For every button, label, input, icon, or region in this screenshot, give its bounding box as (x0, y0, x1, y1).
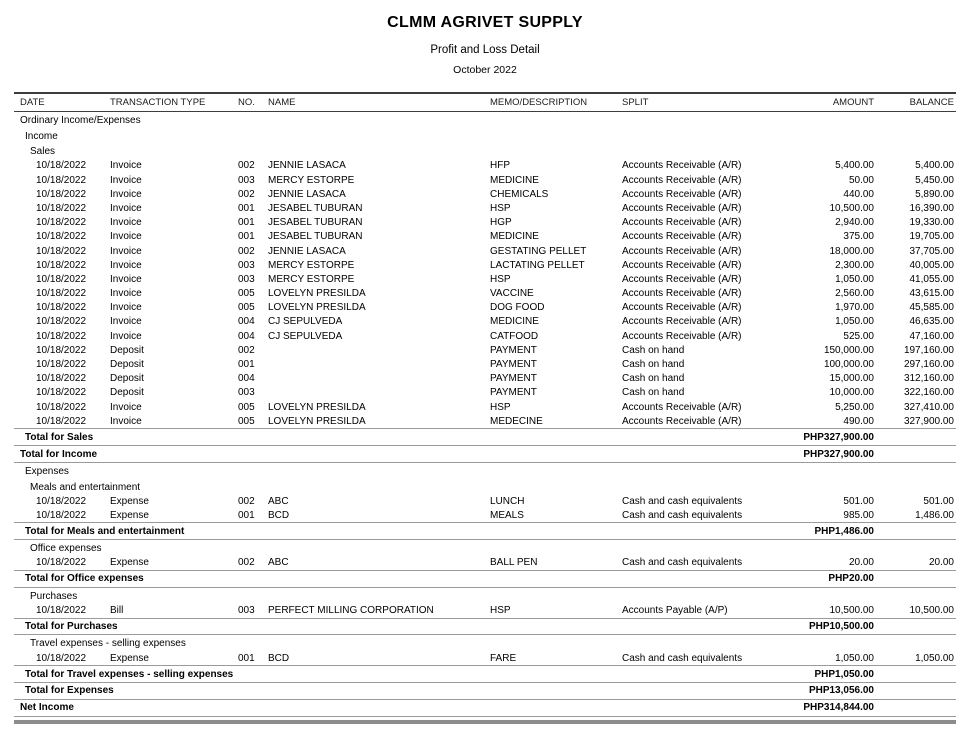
total-amount: PHP1,050.00 (788, 666, 876, 683)
cell-balance: 45,585.00 (909, 302, 954, 314)
cell-memo-description: BALL PEN (490, 557, 538, 569)
cell-transaction-type: Invoice (110, 160, 142, 172)
cell-no: 004 (238, 373, 255, 385)
cell-amount: 1,050.00 (835, 652, 874, 664)
cell-memo-description: PAYMENT (490, 359, 537, 370)
cell-amount: 150,000.00 (823, 344, 874, 356)
transaction-row (14, 603, 956, 618)
cell-date: 10/18/2022 (36, 160, 87, 172)
cell-balance-empty (876, 429, 956, 446)
cell-transaction-type: Deposit (110, 359, 144, 370)
section-label: Travel expenses - selling expenses (30, 638, 186, 650)
section-label: Ordinary Income/Expenses (20, 115, 141, 126)
cell-balance: 501.00 (923, 495, 954, 507)
total-amount: PHP20.00 (788, 571, 876, 588)
cell-no: 002 (238, 344, 255, 356)
cell-amount: 10,000.00 (829, 387, 874, 399)
transaction-row (14, 556, 956, 571)
total-row (14, 523, 956, 540)
cell-amount: 5,400.00 (835, 160, 874, 172)
cell-amount: 10,500.00 (829, 605, 874, 616)
cell-balance-empty (876, 446, 956, 463)
column-header-balance: BALANCE (876, 93, 956, 112)
cell-no: 003 (238, 387, 255, 399)
cell-amount: 1,050.00 (835, 273, 874, 285)
cell-memo-description: MEALS (490, 509, 524, 521)
cell-balance: 37,705.00 (909, 245, 954, 257)
cell-date: 10/18/2022 (36, 316, 87, 328)
cell-transaction-type: Invoice (110, 330, 142, 342)
cell-transaction-type: Deposit (110, 344, 144, 356)
cell-memo-description: PAYMENT (490, 344, 537, 356)
column-header-date: DATE (14, 93, 104, 112)
cell-amount: 2,940.00 (835, 217, 874, 229)
column-header-amount: AMOUNT (788, 93, 876, 112)
cell-name: MERCY ESTORPE (268, 273, 355, 285)
total-label: Net Income (14, 699, 788, 716)
cell-split: Cash on hand (622, 373, 685, 385)
cell-name: JENNIE LASACA (268, 160, 346, 172)
cell-name: JESABEL TUBURAN (268, 202, 363, 214)
cell-name: BCD (268, 509, 290, 521)
cell-date: 10/18/2022 (36, 273, 87, 285)
cell-transaction-type: Bill (110, 605, 124, 616)
total-amount: PHP10,500.00 (788, 618, 876, 635)
cell-amount: 525.00 (843, 330, 874, 342)
cell-name: LOVELYN PRESILDA (268, 288, 366, 300)
cell-balance: 10,500.00 (909, 605, 954, 616)
total-amount: PHP1,486.00 (788, 523, 876, 540)
cell-split: Accounts Receivable (A/R) (622, 415, 742, 427)
cell-split: Accounts Receivable (A/R) (622, 160, 742, 172)
report-end-rule (14, 720, 956, 724)
transaction-row (14, 258, 956, 272)
section-header-row (14, 462, 956, 478)
cell-transaction-type: Invoice (110, 231, 142, 243)
cell-split: Cash on hand (622, 344, 685, 356)
cell-date: 10/18/2022 (36, 231, 87, 243)
cell-date: 10/18/2022 (36, 415, 87, 427)
cell-no: 002 (238, 557, 255, 569)
section-header-row (14, 128, 956, 144)
total-amount: PHP327,900.00 (788, 446, 876, 463)
cell-no: 003 (238, 174, 255, 186)
cell-name (262, 386, 484, 400)
cell-memo-description: HSP (490, 202, 511, 214)
cell-no: 001 (238, 359, 255, 370)
cell-balance: 327,900.00 (903, 415, 954, 427)
cell-split: Accounts Receivable (A/R) (622, 245, 742, 257)
report-title: Profit and Loss Detail (430, 44, 540, 56)
column-header-memo-description: MEMO/DESCRIPTION (484, 93, 616, 112)
cell-memo-description: HSP (490, 401, 511, 413)
cell-memo-description: MEDICINE (490, 316, 539, 328)
cell-date: 10/18/2022 (36, 652, 87, 664)
column-header-transaction-type: TRANSACTION TYPE (104, 93, 232, 112)
cell-no: 002 (238, 160, 255, 172)
section-label: Sales (30, 146, 56, 158)
cell-balance-empty (876, 618, 956, 635)
cell-date: 10/18/2022 (36, 557, 87, 569)
total-label: Total for Expenses (14, 682, 788, 699)
cell-amount: 20.00 (848, 557, 874, 569)
cell-name (262, 357, 484, 371)
total-label: Total for Sales (14, 429, 788, 446)
cell-balance: 1,050.00 (915, 652, 954, 664)
cell-balance: 16,390.00 (909, 202, 954, 214)
cell-memo-description: PAYMENT (490, 373, 537, 385)
cell-memo-description: LACTATING PELLET (490, 259, 585, 271)
cell-balance: 297,160.00 (903, 359, 954, 370)
cell-split: Accounts Receivable (A/R) (622, 202, 742, 214)
cell-memo-description: MEDECINE (490, 415, 543, 427)
transaction-row (14, 508, 956, 523)
cell-balance-empty (876, 699, 956, 716)
transaction-row (14, 216, 956, 230)
cell-date: 10/18/2022 (36, 302, 87, 314)
cell-amount: 2,300.00 (835, 259, 874, 271)
cell-amount: 1,970.00 (835, 302, 874, 314)
transaction-row (14, 173, 956, 187)
cell-split: Accounts Receivable (A/R) (622, 174, 742, 186)
cell-transaction-type: Invoice (110, 415, 142, 427)
cell-split: Accounts Receivable (A/R) (622, 188, 742, 200)
cell-date: 10/18/2022 (36, 373, 87, 385)
cell-split: Accounts Payable (A/P) (622, 605, 728, 616)
cell-balance: 5,890.00 (915, 188, 954, 200)
profit-loss-table (14, 92, 956, 717)
transaction-row (14, 201, 956, 215)
cell-balance: 19,705.00 (909, 231, 954, 243)
cell-date: 10/18/2022 (36, 387, 87, 399)
section-header-row (14, 635, 956, 651)
transaction-row (14, 494, 956, 508)
cell-balance: 41,055.00 (909, 273, 954, 285)
cell-split: Cash and cash equivalents (622, 557, 743, 569)
cell-memo-description: HSP (490, 605, 511, 616)
cell-name: JESABEL TUBURAN (268, 217, 363, 229)
cell-split: Cash on hand (622, 387, 685, 399)
cell-memo-description: HSP (490, 273, 511, 285)
total-row (14, 571, 956, 588)
cell-memo-description: MEDICINE (490, 174, 539, 186)
cell-memo-description: CATFOOD (490, 330, 539, 342)
cell-split: Accounts Receivable (A/R) (622, 259, 742, 271)
cell-no: 003 (238, 605, 255, 616)
total-amount: PHP327,900.00 (788, 429, 876, 446)
cell-date: 10/18/2022 (36, 509, 87, 521)
cell-date: 10/18/2022 (36, 288, 87, 300)
cell-transaction-type: Invoice (110, 174, 142, 186)
transaction-row (14, 244, 956, 258)
cell-no: 001 (238, 652, 255, 664)
cell-balance: 312,160.00 (903, 373, 954, 385)
cell-no: 002 (238, 495, 255, 507)
cell-transaction-type: Deposit (110, 387, 144, 399)
cell-no: 005 (238, 288, 255, 300)
transaction-row (14, 230, 956, 244)
cell-balance: 327,410.00 (903, 401, 954, 413)
cell-name (262, 343, 484, 357)
transaction-row (14, 386, 956, 400)
cell-name: LOVELYN PRESILDA (268, 415, 366, 427)
cell-split: Cash and cash equivalents (622, 652, 743, 664)
cell-transaction-type: Deposit (110, 373, 144, 385)
total-label: Total for Income (14, 446, 788, 463)
cell-no: 001 (238, 202, 255, 214)
cell-name: CJ SEPULVEDA (268, 316, 343, 328)
section-header-row (14, 587, 956, 603)
cell-transaction-type: Expense (110, 557, 149, 569)
cell-no: 001 (238, 231, 255, 243)
cell-memo-description: HFP (490, 160, 510, 172)
cell-no: 004 (238, 330, 255, 342)
cell-date: 10/18/2022 (36, 330, 87, 342)
transaction-row (14, 286, 956, 300)
column-header-split: SPLIT (616, 93, 788, 112)
cell-transaction-type: Invoice (110, 259, 142, 271)
transaction-row (14, 272, 956, 286)
cell-date: 10/18/2022 (36, 605, 87, 616)
total-amount: PHP13,056.00 (788, 682, 876, 699)
section-header-row (14, 540, 956, 556)
cell-name: MERCY ESTORPE (268, 259, 355, 271)
transaction-row (14, 400, 956, 414)
total-label: Total for Purchases (14, 618, 788, 635)
company-name: CLMM AGRIVET SUPPLY (387, 14, 583, 31)
cell-name: CJ SEPULVEDA (268, 330, 343, 342)
cell-split: Accounts Receivable (A/R) (622, 288, 742, 300)
transaction-row (14, 651, 956, 666)
column-header-no: NO. (232, 93, 262, 112)
cell-date: 10/18/2022 (36, 202, 87, 214)
cell-balance: 1,486.00 (915, 509, 954, 521)
cell-name: JENNIE LASACA (268, 245, 346, 257)
cell-amount: 15,000.00 (829, 373, 874, 385)
section-label: Income (25, 130, 58, 142)
cell-amount: 501.00 (843, 495, 874, 507)
cell-amount: 50.00 (848, 174, 874, 186)
table-body (14, 112, 956, 717)
cell-no: 003 (238, 259, 255, 271)
transaction-row (14, 357, 956, 371)
cell-split: Accounts Receivable (A/R) (622, 273, 742, 285)
cell-transaction-type: Invoice (110, 316, 142, 328)
cell-transaction-type: Invoice (110, 202, 142, 214)
cell-amount: 1,050.00 (835, 316, 874, 328)
cell-date: 10/18/2022 (36, 401, 87, 413)
cell-balance: 47,160.00 (909, 330, 954, 342)
cell-name: ABC (268, 557, 289, 569)
cell-memo-description: CHEMICALS (490, 188, 549, 200)
cell-name: LOVELYN PRESILDA (268, 302, 366, 314)
cell-no: 001 (238, 217, 255, 229)
net-income-row (14, 699, 956, 716)
cell-split: Accounts Receivable (A/R) (622, 302, 742, 314)
cell-name: BCD (268, 652, 290, 664)
cell-amount: 5,250.00 (835, 401, 874, 413)
cell-amount: 18,000.00 (829, 245, 874, 257)
total-row (14, 618, 956, 635)
cell-transaction-type: Expense (110, 495, 149, 507)
report-period: October 2022 (453, 64, 517, 76)
cell-balance: 46,635.00 (909, 316, 954, 328)
section-label: Office expenses (30, 543, 102, 555)
cell-balance: 5,450.00 (915, 174, 954, 186)
cell-name: MERCY ESTORPE (268, 174, 355, 186)
cell-transaction-type: Expense (110, 652, 149, 664)
cell-memo-description: VACCINE (490, 288, 534, 300)
cell-split: Accounts Receivable (A/R) (622, 330, 742, 342)
transaction-row (14, 372, 956, 386)
report-header (14, 14, 956, 76)
section-header-row (14, 112, 956, 128)
cell-balance: 19,330.00 (909, 217, 954, 229)
cell-name: JESABEL TUBURAN (268, 231, 363, 243)
cell-balance: 43,615.00 (909, 288, 954, 300)
transaction-row (14, 159, 956, 173)
cell-split: Accounts Receivable (A/R) (622, 231, 742, 243)
cell-memo-description: LUNCH (490, 495, 525, 507)
cell-no: 002 (238, 245, 255, 257)
cell-date: 10/18/2022 (36, 188, 87, 200)
total-row (14, 666, 956, 683)
cell-balance-empty (876, 682, 956, 699)
cell-balance-empty (876, 571, 956, 588)
cell-amount: 10,500.00 (829, 202, 874, 214)
cell-date: 10/18/2022 (36, 495, 87, 507)
cell-transaction-type: Invoice (110, 273, 142, 285)
cell-date: 10/18/2022 (36, 217, 87, 229)
cell-transaction-type: Invoice (110, 188, 142, 200)
cell-name (262, 372, 484, 386)
cell-date: 10/18/2022 (36, 359, 87, 370)
cell-amount: 100,000.00 (823, 359, 874, 370)
cell-memo-description: FARE (490, 652, 517, 664)
total-row (14, 446, 956, 463)
cell-name: LOVELYN PRESILDA (268, 401, 366, 413)
transaction-row (14, 343, 956, 357)
cell-name: ABC (268, 495, 289, 507)
cell-no: 004 (238, 316, 255, 328)
cell-transaction-type: Invoice (110, 288, 142, 300)
cell-name: PERFECT MILLING CORPORATION (268, 605, 434, 616)
cell-balance-empty (876, 666, 956, 683)
transaction-row (14, 187, 956, 201)
transaction-row (14, 301, 956, 315)
cell-date: 10/18/2022 (36, 259, 87, 271)
cell-memo-description: HGP (490, 217, 512, 229)
transaction-row (14, 329, 956, 343)
cell-memo-description: PAYMENT (490, 387, 537, 399)
cell-transaction-type: Expense (110, 509, 149, 521)
cell-balance: 5,400.00 (915, 160, 954, 172)
total-label: Total for Travel expenses - selling expenses (14, 666, 788, 683)
cell-balance: 197,160.00 (903, 344, 954, 356)
cell-split: Cash on hand (622, 359, 685, 370)
cell-transaction-type: Invoice (110, 217, 142, 229)
cell-memo-description: DOG FOOD (490, 302, 545, 314)
cell-balance-empty (876, 523, 956, 540)
transaction-row (14, 414, 956, 429)
total-label: Total for Office expenses (14, 571, 788, 588)
cell-amount: 985.00 (843, 509, 874, 521)
cell-no: 005 (238, 401, 255, 413)
cell-no: 001 (238, 509, 255, 521)
cell-memo-description: MEDICINE (490, 231, 539, 243)
total-row (14, 682, 956, 699)
cell-amount: 375.00 (843, 231, 874, 243)
cell-date: 10/18/2022 (36, 245, 87, 257)
section-label: Meals and entertainment (30, 481, 141, 493)
cell-split: Cash and cash equivalents (622, 509, 743, 521)
column-header-name: NAME (262, 93, 484, 112)
cell-date: 10/18/2022 (36, 174, 87, 186)
cell-no: 002 (238, 188, 255, 200)
cell-split: Accounts Receivable (A/R) (622, 316, 742, 328)
cell-balance: 20.00 (928, 557, 954, 569)
section-header-row (14, 479, 956, 495)
cell-transaction-type: Invoice (110, 245, 142, 257)
total-amount: PHP314,844.00 (788, 699, 876, 716)
cell-no: 005 (238, 415, 255, 427)
section-header-row (14, 143, 956, 159)
column-header-row (14, 93, 956, 112)
cell-transaction-type: Invoice (110, 401, 142, 413)
section-label: Expenses (25, 465, 69, 477)
total-label: Total for Meals and entertainment (14, 523, 788, 540)
cell-split: Cash and cash equivalents (622, 495, 743, 507)
cell-no: 003 (238, 273, 255, 285)
cell-memo-description: GESTATING PELLET (490, 245, 587, 257)
cell-split: Accounts Receivable (A/R) (622, 217, 742, 229)
cell-balance: 322,160.00 (903, 387, 954, 399)
cell-amount: 490.00 (843, 415, 874, 427)
cell-name: JENNIE LASACA (268, 188, 346, 200)
cell-date: 10/18/2022 (36, 344, 87, 356)
cell-balance: 40,005.00 (909, 259, 954, 271)
cell-no: 005 (238, 302, 255, 314)
cell-amount: 440.00 (843, 188, 874, 200)
cell-transaction-type: Invoice (110, 302, 142, 314)
table-header (14, 93, 956, 112)
total-row (14, 429, 956, 446)
section-label: Purchases (30, 590, 78, 602)
cell-split: Accounts Receivable (A/R) (622, 401, 742, 413)
transaction-row (14, 315, 956, 329)
cell-amount: 2,560.00 (835, 288, 874, 300)
